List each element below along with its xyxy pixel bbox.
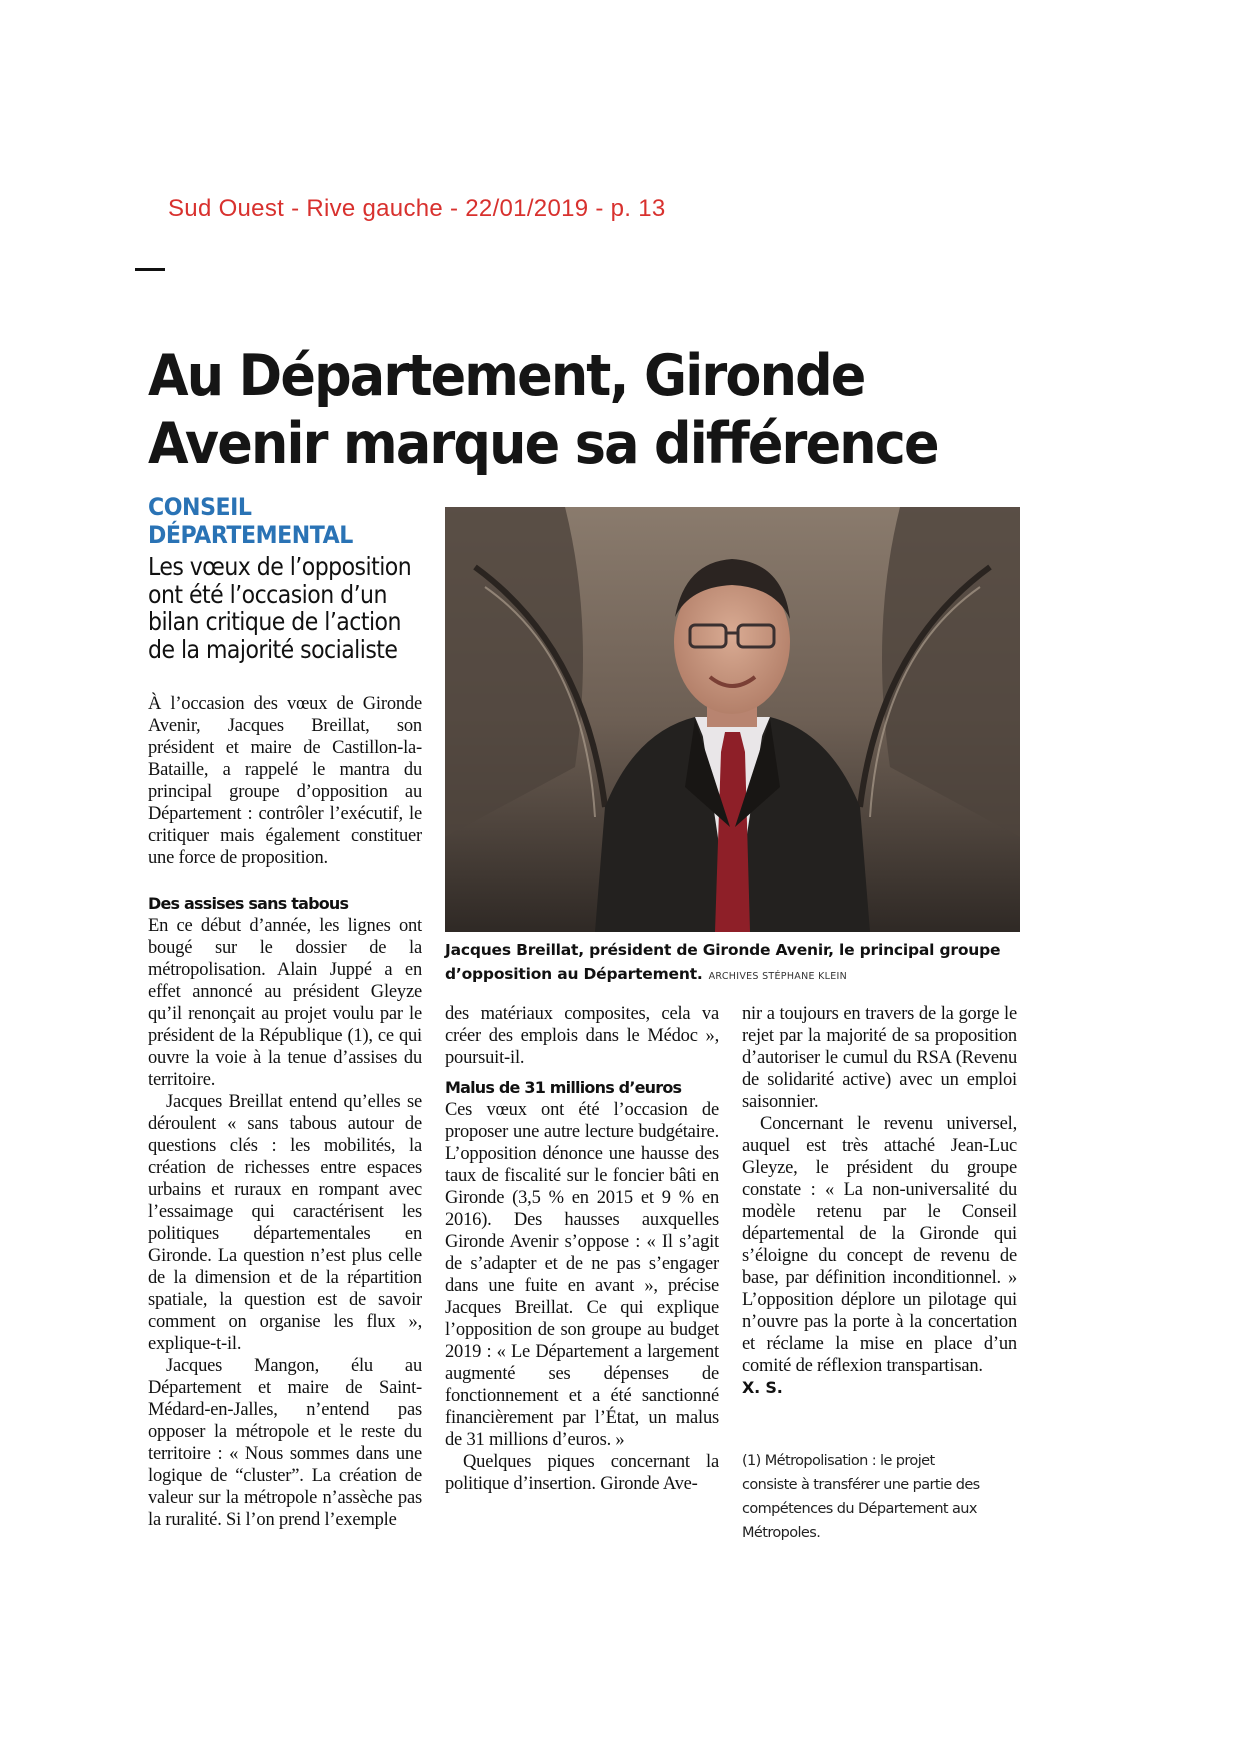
portrait-photo — [445, 507, 1020, 932]
paragraph: Jacques Breillat entend qu’elles se déroulent « sans tabous autour de questions clés : les mobilités, la création de richesses entre espaces urbains et ruraux en rompant avec l’essaimage qui caractérisent les politiques départementales en Gironde. La question n’est plus celle de la dimension et de la répartition spatiale, la question est de savoir comment on organise les flux », explique-t-il. — [148, 1092, 422, 1354]
headline: Au Département, Gironde Avenir marque sa différence — [148, 343, 938, 477]
author-signature: X. S. — [742, 1378, 783, 1397]
divider — [135, 268, 165, 271]
column-3 — [742, 1003, 1017, 1399]
intro-text: À l’occasion des vœux de Gironde Avenir, Jacques Breillat, son président et maire de Castillon-la-Bataille, a rappelé le mantra du principal groupe d’opposition au Département : contrôler l’exécutif, le critiquer mais également constituer une force de proposition. — [148, 694, 422, 868]
photo-credit: ARCHIVES STÉPHANE KLEIN — [708, 971, 848, 982]
paragraph: Concernant le revenu universel, auquel est très attaché Jean-Luc Gleyze, le président du groupe constate : « La non-universalité du modèle retenu par le Conseil départemental de la Gironde qui s’éloigne du concept de revenu de base, par définition inconditionnel. » L’opposition déplore un pilotage qui n’ouvre pas la porte à la concertation et réclame la mise en place d’un comité de réflexion transpartisan. — [742, 1114, 1017, 1376]
paragraph: Ces vœux ont été l’occasion de proposer une autre lecture budgétaire. L’opposition dénonce une hausse des taux de fiscalité sur le foncier bâti en Gironde (3,5 % en 2015 et 9 % en 2016). Des hausses auxquelles Gironde Avenir s’oppose : « Il s’agit de s’adapter et de ne pas s’engager dans une fuite en avant », précise Jacques Breillat. Ce qui explique l’opposition de son groupe au budget 2019 : « Le Département a largement augmenté ses dépenses de fonctionnement et a été sanctionné financièrement par l’État, un malus de 31 millions d’euros. » — [445, 1100, 719, 1450]
column-1 — [148, 885, 422, 1531]
subheading-malus: Malus de 31 millions d’euros — [445, 1078, 682, 1097]
subheading-assises: Des assises sans tabous — [148, 894, 349, 913]
photo-caption — [445, 938, 1025, 989]
standfirst: Les vœux de l’opposition ont été l’occasion d’un bilan critique de l’action de la majorité socialiste — [148, 552, 412, 664]
source-line: Sud Ouest - Rive gauche - 22/01/2019 - p. 13 — [168, 195, 666, 222]
footnote: (1) Métropolisation : le projet consiste à transférer une partie des compétences du Département aux Métropoles. — [742, 1453, 980, 1541]
portrait-illustration — [445, 507, 1020, 932]
paragraph: Jacques Mangon, élu au Département et maire de Saint-Médard-en-Jalles, n’entend pas opposer la métropole et le reste du territoire : « Nous sommes dans une logique de “cluster”. La création de valeur sur la métropole n’assèche pas la ruralité. Si l’on prend l’exemple — [148, 1356, 422, 1530]
paragraph: nir a toujours en travers de la gorge le rejet par la majorité de sa proposition d’autoriser le cumul du RSA (Revenu de solidarité active) avec un emploi saisonnier. — [742, 1004, 1017, 1112]
paragraph: des matériaux composites, cela va créer des emplois dans le Médoc », poursuit-il. — [445, 1004, 719, 1068]
paragraph: Quelques piques concernant la politique d’insertion. Gironde Ave- — [445, 1452, 719, 1494]
rubric: CONSEIL DÉPARTEMENTAL — [148, 493, 353, 549]
column-2 — [445, 1003, 719, 1495]
paragraph: En ce début d’année, les lignes ont bougé sur le dossier de la métropolisation. Alain Juppé a en effet annoncé au président Gleyze qu’il renonçait au projet voulu par le président de la République (1), ce qui ouvre la voie à la tenue d’assises du territoire. — [148, 916, 422, 1090]
intro-paragraph — [148, 693, 422, 869]
caption-text: Jacques Breillat, président de Gironde Avenir, le principal groupe d’opposition au Département. — [445, 941, 1001, 983]
